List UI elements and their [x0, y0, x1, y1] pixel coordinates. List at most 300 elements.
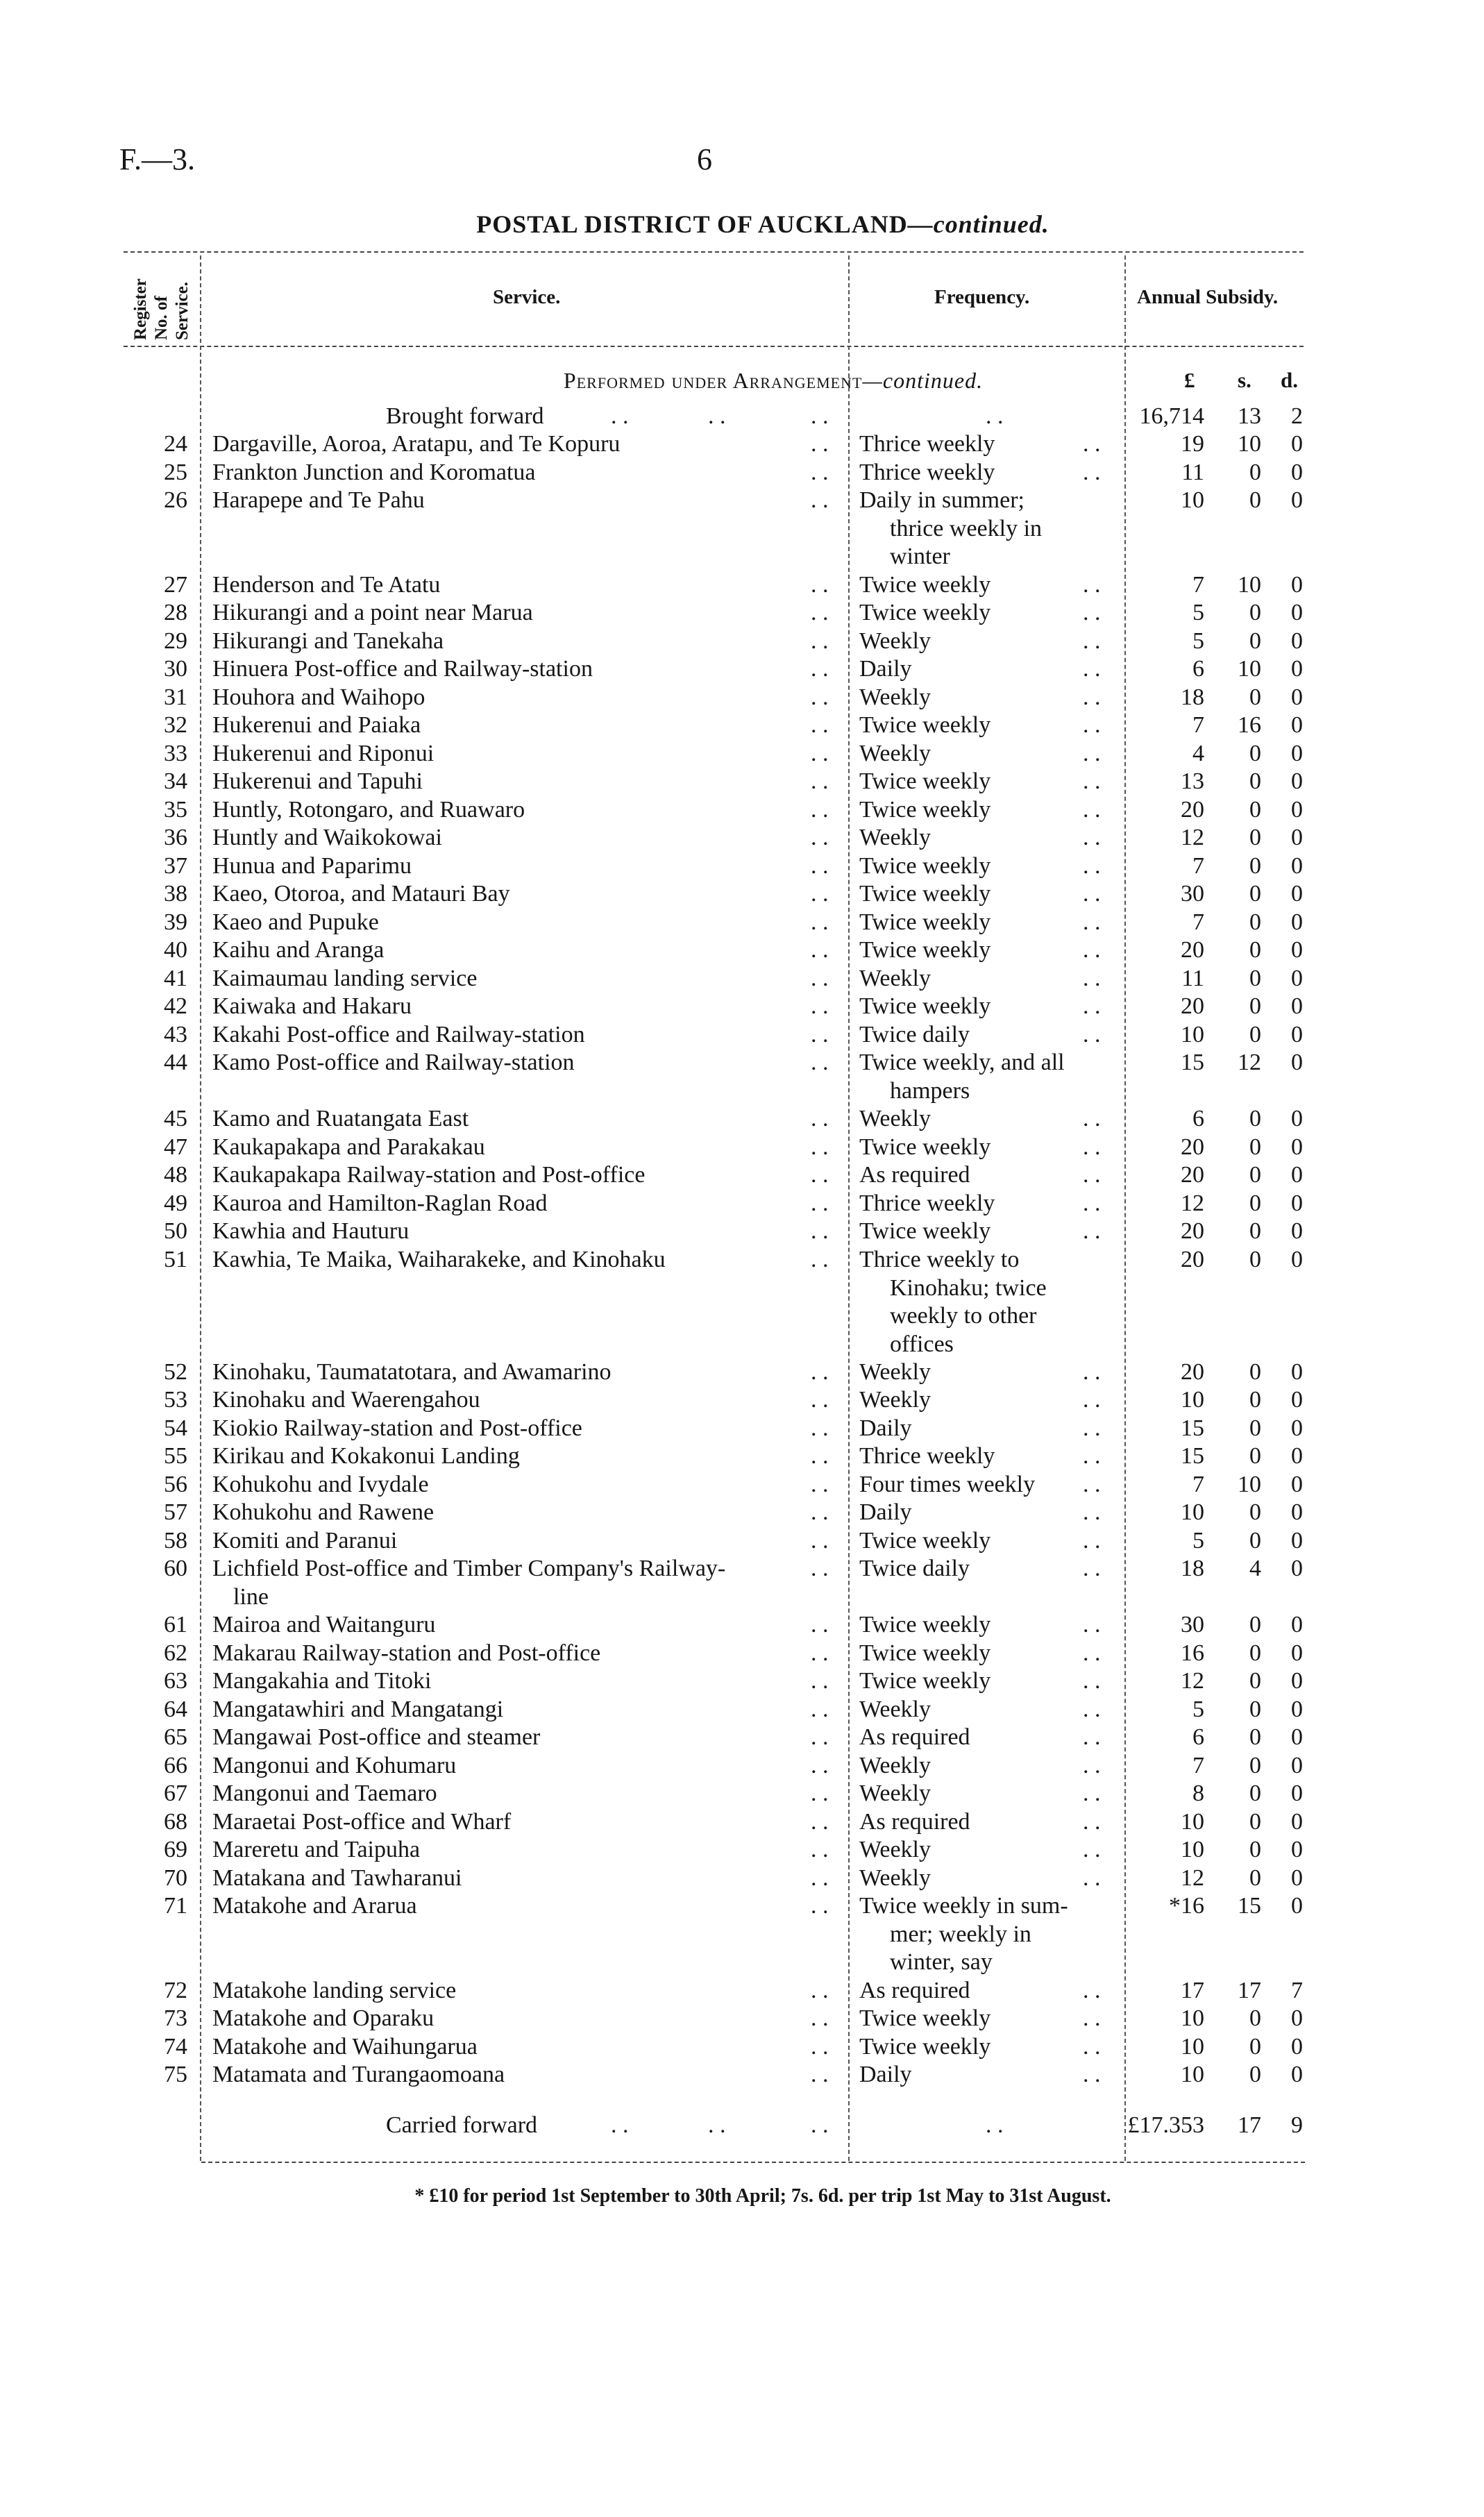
frequency-text: Weekly — [859, 1697, 931, 1722]
service-dots: . . — [811, 656, 829, 682]
subsidy-pounds: 20 — [1181, 1134, 1204, 1160]
frequency-dots: . . — [1083, 572, 1101, 598]
service-dots: . . — [811, 460, 829, 485]
service-dots: . . — [811, 1443, 829, 1469]
subsidy-pounds: 10 — [1181, 1022, 1204, 1047]
frequency-text: Weekly — [859, 1387, 931, 1413]
register-number: 44 — [164, 1050, 187, 1075]
subsidy-shillings: 0 — [1249, 881, 1261, 907]
subsidy-shillings: 0 — [1249, 741, 1261, 766]
frequency-text: Twice weekly — [859, 2005, 991, 2031]
service-name: Kohukohu and Rawene — [212, 1499, 435, 1525]
frequency-text: As required — [859, 1978, 970, 2003]
subsidy-pounds: 11 — [1181, 966, 1204, 991]
service-dots: . . — [811, 1106, 829, 1131]
subsidy-shillings: 0 — [1249, 825, 1261, 850]
subsidy-pence: 0 — [1291, 1443, 1303, 1469]
subsidy-pounds: 30 — [1181, 881, 1204, 907]
register-number: 31 — [164, 684, 187, 710]
regno-line-1: Register — [131, 278, 150, 340]
service-dots: . . — [811, 572, 829, 598]
subsidy-shillings: 0 — [1249, 2062, 1261, 2087]
subsidy-shillings: 0 — [1249, 600, 1261, 625]
subsidy-pounds: 20 — [1181, 1359, 1204, 1385]
service-dots: . . — [811, 1134, 829, 1160]
section-heading — [0, 368, 1484, 394]
subsidy-pence: 0 — [1291, 1218, 1303, 1244]
register-number: 53 — [164, 1387, 187, 1413]
service-dots: . . — [811, 1724, 829, 1750]
subsidy-shillings: 0 — [1249, 1724, 1261, 1750]
register-number: 67 — [164, 1781, 187, 1806]
register-number: 36 — [164, 825, 187, 850]
service-column-rule — [848, 255, 850, 2161]
brought-forward-shillings: 13 — [1238, 403, 1261, 429]
frequency-dots: . . — [1083, 1556, 1101, 1581]
service-name: Kirikau and Kokakonui Landing — [212, 1443, 520, 1469]
frequency-text: Weekly — [859, 1359, 931, 1385]
subsidy-shillings: 0 — [1249, 1190, 1261, 1216]
service-dots: . . — [811, 1978, 829, 2003]
frequency-text: Twice daily — [859, 1022, 970, 1047]
subsidy-shillings: 0 — [1249, 937, 1261, 963]
subsidy-column-header: Annual Subsidy. — [1137, 286, 1279, 308]
shillings-symbol: s. — [1238, 368, 1251, 392]
register-number: 58 — [164, 1528, 187, 1554]
subsidy-pence: 0 — [1291, 600, 1303, 625]
subsidy-pence: 0 — [1291, 1528, 1303, 1554]
frequency-text: mer; weekly in — [890, 1921, 1031, 1947]
subsidy-pounds: 18 — [1181, 684, 1204, 710]
frequency-text: Thrice weekly to — [859, 1247, 1020, 1272]
subsidy-shillings: 0 — [1249, 487, 1261, 513]
service-dots: . . — [811, 1753, 829, 1778]
subsidy-shillings: 0 — [1249, 460, 1261, 485]
service-name: Kaukapakapa Railway-station and Post-office — [212, 1162, 646, 1188]
register-number: 66 — [164, 1753, 187, 1778]
service-dots: . . — [811, 2034, 829, 2060]
subsidy-pence: 0 — [1291, 1190, 1303, 1216]
service-dots: . . — [811, 487, 829, 513]
frequency-dots: . . — [1083, 853, 1101, 879]
footnote: * £10 for period 1st September to 30th April; 7s. 6d. per trip 1st May to 31st August. — [414, 2185, 1111, 2207]
brought-forward-pounds: 16,714 — [1139, 403, 1204, 429]
subsidy-pence: 0 — [1291, 2005, 1303, 2031]
subsidy-shillings: 0 — [1249, 1415, 1261, 1441]
pence-symbol: d. — [1281, 368, 1298, 392]
frequency-text: Daily — [859, 1415, 912, 1441]
subsidy-pence: 0 — [1291, 684, 1303, 710]
subsidy-pence: 0 — [1291, 1697, 1303, 1722]
subsidy-pence: 0 — [1291, 1472, 1303, 1497]
service-name: Kaiwaka and Hakaru — [212, 993, 412, 1019]
frequency-text: hampers — [890, 1078, 970, 1104]
frequency-text: As required — [859, 1809, 970, 1835]
subsidy-pounds: *16 — [1169, 1893, 1204, 1919]
service-name: Hukerenui and Riponui — [212, 741, 435, 766]
subsidy-pounds: 13 — [1181, 768, 1204, 794]
service-name: Kauroa and Hamilton-Raglan Road — [212, 1190, 548, 1216]
carried-forward-dots-3: . . — [811, 2112, 829, 2138]
subsidy-shillings: 0 — [1249, 1781, 1261, 1806]
service-name: Henderson and Te Atatu — [212, 572, 441, 598]
service-name: Matakohe and Waihungarua — [212, 2034, 478, 2060]
subsidy-pounds: 10 — [1181, 487, 1204, 513]
subsidy-shillings: 0 — [1249, 1640, 1261, 1666]
subsidy-shillings: 0 — [1249, 966, 1261, 991]
service-name: Mareretu and Taipuha — [212, 1837, 421, 1862]
frequency-dots: . . — [1083, 1443, 1101, 1469]
frequency-dots: . . — [1083, 2062, 1101, 2087]
register-number: 65 — [164, 1724, 187, 1750]
frequency-text: Weekly — [859, 825, 931, 850]
subsidy-pence: 0 — [1291, 487, 1303, 513]
frequency-text: Thrice weekly — [859, 460, 995, 485]
subsidy-pounds: 16 — [1181, 1640, 1204, 1666]
service-dots: . . — [811, 431, 829, 457]
frequency-text: Twice weekly — [859, 1218, 991, 1244]
service-name: Hikurangi and Tanekaha — [212, 628, 444, 654]
service-dots: . . — [811, 1612, 829, 1638]
subsidy-pounds: 12 — [1181, 825, 1204, 850]
service-name: Kawhia, Te Maika, Waiharakeke, and Kinohaku — [212, 1247, 666, 1272]
service-dots: . . — [811, 768, 829, 794]
frequency-text: Twice weekly — [859, 1528, 991, 1554]
frequency-text: Weekly — [859, 1753, 931, 1778]
frequency-text: Twice weekly — [859, 881, 991, 907]
register-number: 51 — [164, 1247, 187, 1272]
frequency-dots: . . — [1083, 797, 1101, 823]
subsidy-pounds: 10 — [1181, 2062, 1204, 2087]
service-dots: . . — [811, 825, 829, 850]
service-dots: . . — [811, 1556, 829, 1581]
service-name: Hukerenui and Paiaka — [212, 712, 421, 738]
service-name: Houhora and Waihopo — [212, 684, 425, 710]
subsidy-pounds: 10 — [1181, 1837, 1204, 1862]
subsidy-pounds: 10 — [1181, 1809, 1204, 1835]
service-name: Kinohaku, Taumatatotara, and Awamarino — [212, 1359, 612, 1385]
service-name: Kawhia and Hauturu — [212, 1218, 410, 1244]
register-number: 56 — [164, 1472, 187, 1497]
register-number: 24 — [164, 431, 187, 457]
subsidy-shillings: 0 — [1249, 1809, 1261, 1835]
brought-forward-freq-dots: . . — [986, 403, 1004, 429]
service-dots: . . — [811, 1499, 829, 1525]
subsidy-pence: 0 — [1291, 741, 1303, 766]
service-name: Komiti and Paranui — [212, 1528, 398, 1554]
subsidy-shillings: 0 — [1249, 797, 1261, 823]
subsidy-shillings: 0 — [1249, 1106, 1261, 1131]
service-name: Hunua and Paparimu — [212, 853, 412, 879]
frequency-dots: . . — [1083, 1022, 1101, 1047]
subsidy-pence: 0 — [1291, 825, 1303, 850]
service-name: Mangatawhiri and Mangatangi — [212, 1697, 504, 1722]
subsidy-pounds: 15 — [1181, 1443, 1204, 1469]
register-number: 72 — [164, 1978, 187, 2003]
frequency-text: Weekly — [859, 684, 931, 710]
subsidy-pounds: 7 — [1192, 853, 1204, 879]
subsidy-pence: 0 — [1291, 1612, 1303, 1638]
service-dots: . . — [811, 712, 829, 738]
register-number: 49 — [164, 1190, 187, 1216]
regno-line-3: Service. — [173, 282, 192, 340]
subsidy-shillings: 17 — [1238, 1978, 1261, 2003]
header-top-rule — [124, 251, 1304, 253]
register-number: 48 — [164, 1162, 187, 1188]
frequency-dots: . . — [1083, 1359, 1101, 1385]
carried-forward-label: Carried forward — [386, 2112, 538, 2138]
register-number: 54 — [164, 1415, 187, 1441]
frequency-column-header: Frequency. — [934, 286, 1030, 308]
subsidy-pounds: 19 — [1181, 431, 1204, 457]
frequency-dots: . . — [1083, 1865, 1101, 1891]
subsidy-pence: 0 — [1291, 1809, 1303, 1835]
subsidy-shillings: 0 — [1249, 1697, 1261, 1722]
frequency-text: Twice weekly in sum- — [859, 1893, 1068, 1919]
service-name: Kohukohu and Ivydale — [212, 1472, 429, 1497]
page-number: 6 — [697, 142, 712, 176]
frequency-text: Twice weekly — [859, 1134, 991, 1160]
frequency-text: Daily in summer; — [859, 487, 1025, 513]
register-number: 50 — [164, 1218, 187, 1244]
service-name: Mangonui and Kohumaru — [212, 1753, 457, 1778]
service-name: Makarau Railway-station and Post-office — [212, 1640, 601, 1666]
service-dots: . . — [811, 600, 829, 625]
subsidy-pence: 0 — [1291, 909, 1303, 935]
frequency-dots: . . — [1083, 1106, 1101, 1131]
frequency-text: Weekly — [859, 1837, 931, 1862]
subsidy-shillings: 0 — [1249, 1612, 1261, 1638]
subsidy-pence: 0 — [1291, 1865, 1303, 1891]
register-number: 64 — [164, 1697, 187, 1722]
frequency-dots: . . — [1083, 966, 1101, 991]
service-name: Kiokio Railway-station and Post-office — [212, 1415, 582, 1441]
subsidy-pence: 0 — [1291, 1668, 1303, 1694]
frequency-text: Twice weekly — [859, 768, 991, 794]
frequency-dots: . . — [1083, 1697, 1101, 1722]
register-number: 70 — [164, 1865, 187, 1891]
service-dots: . . — [811, 1218, 829, 1244]
frequency-dots: . . — [1083, 2034, 1101, 2060]
frequency-dots: . . — [1083, 460, 1101, 485]
service-name: Lichfield Post-office and Timber Company's Railway- — [212, 1556, 726, 1581]
register-number: 61 — [164, 1612, 187, 1638]
service-name: Kinohaku and Waerengahou — [212, 1387, 480, 1413]
frequency-text: Twice weekly — [859, 909, 991, 935]
subsidy-pounds: 15 — [1181, 1050, 1204, 1075]
subsidy-shillings: 0 — [1249, 909, 1261, 935]
subsidy-pounds: 15 — [1181, 1415, 1204, 1441]
header-bottom-rule — [124, 346, 1304, 347]
subsidy-pence: 0 — [1291, 1106, 1303, 1131]
subsidy-shillings: 0 — [1249, 1865, 1261, 1891]
subsidy-pounds: 17 — [1181, 1978, 1204, 2003]
frequency-dots: . . — [1083, 1640, 1101, 1666]
subsidy-shillings: 0 — [1249, 1387, 1261, 1413]
register-number: 38 — [164, 881, 187, 907]
frequency-text: Twice weekly — [859, 1612, 991, 1638]
service-name: Matakana and Tawharanui — [212, 1865, 462, 1891]
section-label: Performed under Arrangement — [563, 368, 863, 393]
subsidy-shillings: 0 — [1249, 628, 1261, 654]
frequency-dots: . . — [1083, 628, 1101, 654]
frequency-text: Twice weekly, and all — [859, 1050, 1065, 1075]
subsidy-shillings: 0 — [1249, 1753, 1261, 1778]
subsidy-pence: 0 — [1291, 460, 1303, 485]
service-dots: . . — [811, 1697, 829, 1722]
register-number: 41 — [164, 966, 187, 991]
subsidy-pounds: 6 — [1192, 1106, 1204, 1131]
register-number: 47 — [164, 1134, 187, 1160]
register-number: 27 — [164, 572, 187, 598]
subsidy-pounds: 8 — [1192, 1781, 1204, 1806]
frequency-text: Twice weekly — [859, 993, 991, 1019]
frequency-text: offices — [890, 1331, 954, 1357]
register-number: 52 — [164, 1359, 187, 1385]
register-number: 73 — [164, 2005, 187, 2031]
service-name: Hinuera Post-office and Railway-station — [212, 656, 593, 682]
service-name: Kaeo, Otoroa, and Matauri Bay — [212, 881, 510, 907]
service-dots: . . — [811, 1837, 829, 1862]
frequency-text: Weekly — [859, 966, 931, 991]
subsidy-pounds: 20 — [1181, 993, 1204, 1019]
frequency-dots: . . — [1083, 1162, 1101, 1188]
subsidy-pence: 0 — [1291, 2034, 1303, 2060]
subsidy-shillings: 0 — [1249, 993, 1261, 1019]
service-dots: . . — [811, 1640, 829, 1666]
subsidy-pounds: 7 — [1192, 712, 1204, 738]
register-number: 39 — [164, 909, 187, 935]
frequency-text: Twice weekly — [859, 797, 991, 823]
register-number: 68 — [164, 1809, 187, 1835]
subsidy-pounds: 6 — [1192, 656, 1204, 682]
subsidy-shillings: 0 — [1249, 1022, 1261, 1047]
subsidy-shillings: 0 — [1249, 1528, 1261, 1554]
frequency-dots: . . — [1083, 1724, 1101, 1750]
frequency-text: Weekly — [859, 1781, 931, 1806]
subsidy-pounds: 20 — [1181, 1162, 1204, 1188]
subsidy-pence: 0 — [1291, 572, 1303, 598]
subsidy-pounds: 10 — [1181, 2034, 1204, 2060]
subsidy-pounds: 18 — [1181, 1556, 1204, 1581]
service-name: Matamata and Turangaomoana — [212, 2062, 505, 2087]
frequency-text: Daily — [859, 656, 912, 682]
service-name: Kaimaumau landing service — [212, 966, 478, 991]
subsidy-pounds: 7 — [1192, 1472, 1204, 1497]
subsidy-shillings: 0 — [1249, 1218, 1261, 1244]
subsidy-pence: 0 — [1291, 1640, 1303, 1666]
service-dots: . . — [811, 1668, 829, 1694]
subsidy-pounds: 30 — [1181, 1612, 1204, 1638]
frequency-text: As required — [859, 1724, 970, 1750]
subsidy-shillings: 4 — [1249, 1556, 1261, 1581]
regno-column-rule — [200, 255, 201, 2161]
service-name: Harapepe and Te Pahu — [212, 487, 425, 513]
subsidy-pounds: 20 — [1181, 937, 1204, 963]
subsidy-shillings: 0 — [1249, 1668, 1261, 1694]
frequency-text: Twice weekly — [859, 853, 991, 879]
frequency-text: Thrice weekly — [859, 431, 995, 457]
frequency-dots: . . — [1083, 881, 1101, 907]
subsidy-shillings: 10 — [1238, 431, 1261, 457]
brought-forward-dots-3: . . — [811, 403, 829, 429]
subsidy-pence: 0 — [1291, 1415, 1303, 1441]
subsidy-pence: 0 — [1291, 881, 1303, 907]
register-number: 75 — [164, 2062, 187, 2087]
subsidy-pounds: 11 — [1181, 460, 1204, 485]
register-number: 34 — [164, 768, 187, 794]
subsidy-pounds: 10 — [1181, 1387, 1204, 1413]
subsidy-pounds: 5 — [1192, 1697, 1204, 1722]
subsidy-shillings: 10 — [1238, 1472, 1261, 1497]
frequency-dots: . . — [1083, 1499, 1101, 1525]
subsidy-shillings: 16 — [1238, 712, 1261, 738]
service-dots: . . — [811, 1415, 829, 1441]
subsidy-pounds: 7 — [1192, 1753, 1204, 1778]
section-suffix: —continued. — [862, 368, 984, 393]
frequency-text: Thrice weekly — [859, 1443, 995, 1469]
frequency-text: Weekly — [859, 628, 931, 654]
subsidy-pence: 0 — [1291, 937, 1303, 963]
subsidy-pence: 0 — [1291, 1753, 1303, 1778]
service-name: Dargaville, Aoroa, Aratapu, and Te Kopuru — [212, 431, 621, 457]
carried-forward-dots-2: . . — [708, 2112, 726, 2138]
register-number: 33 — [164, 741, 187, 766]
frequency-dots: . . — [1083, 1528, 1101, 1554]
frequency-dots: . . — [1083, 1781, 1101, 1806]
frequency-text: Twice daily — [859, 1556, 970, 1581]
register-number: 74 — [164, 2034, 187, 2060]
subsidy-pence: 0 — [1291, 1022, 1303, 1047]
frequency-text: Thrice weekly — [859, 1190, 995, 1216]
service-name: Matakohe and Ararua — [212, 1893, 417, 1919]
service-dots: . . — [811, 1050, 829, 1075]
service-dots: . . — [811, 1190, 829, 1216]
frequency-dots: . . — [1083, 1837, 1101, 1862]
service-name: Kaeo and Pupuke — [212, 909, 379, 935]
frequency-dots: . . — [1083, 712, 1101, 738]
register-number: 62 — [164, 1640, 187, 1666]
register-number: 45 — [164, 1106, 187, 1131]
service-dots: . . — [811, 741, 829, 766]
service-name: Matakohe and Oparaku — [212, 2005, 435, 2031]
service-name: Hukerenui and Tapuhi — [212, 768, 423, 794]
frequency-text: Twice weekly — [859, 572, 991, 598]
pounds-symbol: £ — [1184, 368, 1195, 392]
subsidy-pounds: 7 — [1192, 909, 1204, 935]
service-name: Matakohe landing service — [212, 1978, 457, 2003]
subsidy-pence: 0 — [1291, 1247, 1303, 1272]
service-dots: . . — [811, 853, 829, 879]
subsidy-pounds: 10 — [1181, 1499, 1204, 1525]
frequency-dots: . . — [1083, 1668, 1101, 1694]
service-name: Maraetai Post-office and Wharf — [212, 1809, 512, 1835]
regno-line-2: No. of — [152, 296, 171, 340]
register-number: 63 — [164, 1668, 187, 1694]
frequency-text: Weekly — [859, 1865, 931, 1891]
frequency-dots: . . — [1083, 1415, 1101, 1441]
subsidy-shillings: 0 — [1249, 853, 1261, 879]
frequency-dots: . . — [1083, 431, 1101, 457]
document-id: F.—3. — [119, 142, 195, 176]
subsidy-pounds: 20 — [1181, 1218, 1204, 1244]
frequency-dots: . . — [1083, 1753, 1101, 1778]
carried-forward-freq-dots: . . — [986, 2112, 1004, 2138]
service-name: Hikurangi and a point near Marua — [212, 600, 533, 625]
frequency-dots: . . — [1083, 1134, 1101, 1160]
subsidy-pence: 0 — [1291, 768, 1303, 794]
service-dots: . . — [811, 1781, 829, 1806]
